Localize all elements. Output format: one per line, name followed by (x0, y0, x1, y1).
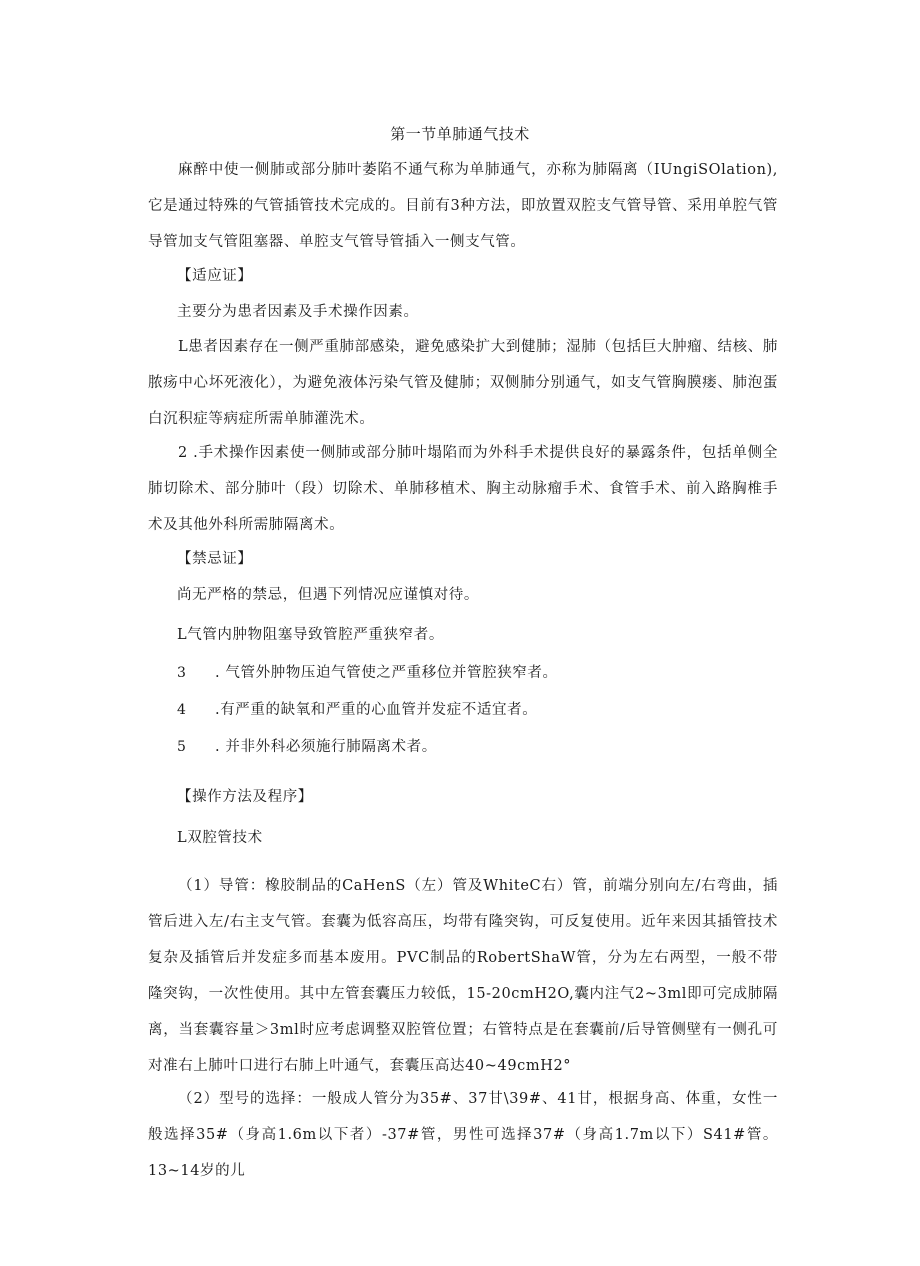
intro-paragraph: 麻醉中使一侧肺或部分肺叶萎陷不通气称为单肺通气，亦称为肺隔离（IUngiSOlation),它是通过特殊的气管插管技术完成的。目前有3种方法，即放置双腔支气管导管、采用单腔气管导管加支气管阻塞器、单腔支气管导管插入一侧支气管。 (148, 162, 778, 250)
method-item-1: （1）导管：橡胶制品的CaHenS（左）管及WhiteC右）管，前端分别向左/右弯曲，插管后进入左/右主支气管。套囊为低容高压，均带有隆突钩，可反复使用。近年来因其插管技术复杂及插管后并发症多而基本废用。PVC制品的RobertShaW管，分为左右两型，一般不带隆突钩，一次性使用。其中左管套囊压力较低，15-20cmH2O,囊内注气2~3ml即可完成肺隔离，当套囊容量＞3ml时应考虑调整双腔管位置；右管特点是在套囊前/后导管侧壁有一侧孔可对准右上肺叶口进行右肺上叶通气，套囊压高达40~49cmH2° (148, 878, 778, 1074)
indication-item-2: 2 .手术操作因素使一侧肺或部分肺叶塌陷而为外科手术提供良好的暴露条件，包括单侧全肺切除术、部分肺叶（段）切除术、单肺移植术、胸主动脉瘤手术、食管手术、前入路胸椎手术及其他外科所需肺隔离术。 (148, 445, 778, 533)
contraindication-item-1: L气管内肿物阻塞导致管腔严重狭窄者。 (177, 627, 444, 643)
method-subheading: L双腔管技术 (177, 830, 263, 846)
indication-item-1: L患者因素存在一侧严重肺部感染，避免感染扩大到健肺；湿肺（包括巨大肿瘤、结核、肺脓疡中心坏死液化），为避免液体污染气管及健肺；双侧肺分别通气，如支气管胸膜瘘、肺泡蛋白沉积症等病症所需单肺灌洗术。 (148, 339, 778, 427)
method-heading: 【操作方法及程序】 (177, 789, 313, 805)
list-item-number: 4 (177, 702, 186, 718)
list-item-text: . 并非外科必须施行肺隔离术者。 (215, 739, 437, 755)
list-item-text: .有严重的缺氧和严重的心血管并发症不适宜者。 (215, 702, 538, 718)
page-title: 第一节单肺通气技术 (390, 125, 530, 143)
indication-heading: 【适应证】 (177, 268, 253, 284)
list-item-number: 5 (177, 739, 186, 755)
indication-summary: 主要分为患者因素及手术操作因素。 (177, 304, 419, 320)
list-item-number: 3 (177, 665, 186, 681)
list-item-text: . 气管外肿物压迫气管使之严重移位并管腔狭窄者。 (215, 665, 558, 681)
contraindication-heading: 【禁忌证】 (177, 551, 253, 567)
contraindication-summary: 尚无严格的禁忌，但遇下列情况应谨慎对待。 (177, 587, 479, 603)
method-item-2: （2）型号的选择：一般成人管分为35#、37甘\39#、41甘，根据身高、体重，女性一般选择35#（身高1.6m以下者）-37#管，男性可选择37#（身高1.7m以下）S41#管。13~14岁的儿 (148, 1091, 778, 1179)
